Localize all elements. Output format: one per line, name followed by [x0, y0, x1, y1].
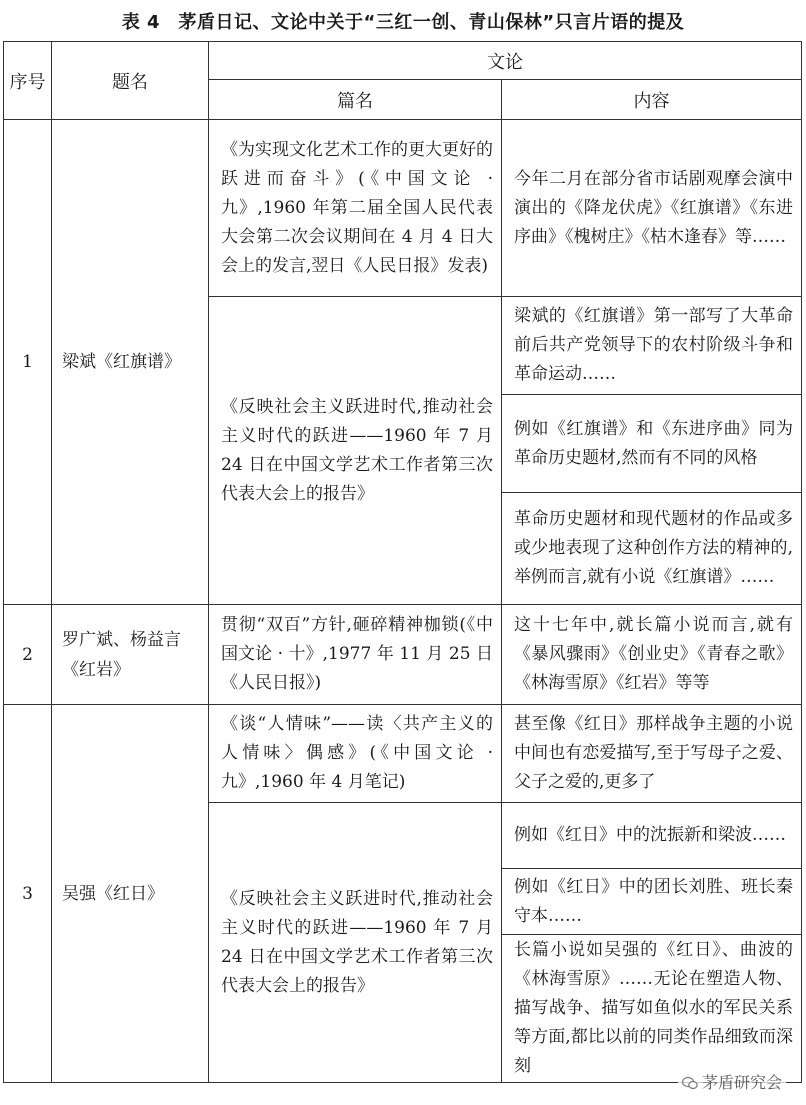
row3-seq: 3	[4, 705, 52, 1083]
mention-table	[3, 41, 802, 1083]
row3-content-2: 例如《红日》中的沈振新和梁波……	[502, 803, 802, 869]
row1-content-2: 梁斌的《红旗谱》第一部写了大革命前后共产党领导下的农村阶级斗争和革命运动……	[502, 297, 802, 395]
row3-content-3: 例如《红日》中的团长刘胜、班长秦守本……	[502, 869, 802, 935]
watermark-text: 茅盾研究会	[701, 1073, 782, 1092]
row1-content-3: 例如《红旗谱》和《东进序曲》同为革命历史题材,然而有不同的风格	[502, 395, 802, 493]
table-title: 表 4 茅盾日记、文论中关于“三红一创、青山保林”只言片语的提及	[121, 12, 685, 33]
row2-seq: 2	[4, 605, 52, 705]
row1-title: 梁斌《红旗谱》	[52, 120, 209, 605]
header-piece: 篇名	[209, 80, 502, 120]
row1-piece-1: 《为实现文化艺术工作的更大更好的跃进而奋斗》(《中国文论 · 九》,1960 年第二届全国人民代表大会第二次会议期间在 4 月 4 日大会上的发言,翌日《人民日报》发表)	[209, 120, 502, 297]
row3-content-1: 甚至像《红日》那样战争主题的小说中间也有恋爱描写,至于写母子之爱、父子之爱的,更多了	[502, 705, 802, 803]
row2-title: 罗广斌、杨益言《红岩》	[52, 605, 209, 705]
row3-piece-1: 《谈“人情味”——读〈共产主义的人情味〉偶感》(《中国文论 · 九》,1960 年 4 月笔记)	[209, 705, 502, 803]
row3-piece-2: 《反映社会主义跃进时代,推动社会主义时代的跃进——1960 年 7 月 24 日在中国文学艺术工作者第三次代表大会上的报告》	[209, 803, 502, 1083]
row1-seq: 1	[4, 120, 52, 605]
row2-content-1: 这十七年中,就长篇小说而言,就有《暴风骤雨》《创业史》《青春之歌》《林海雪原》《红岩》等等	[502, 605, 802, 705]
row1-piece-2: 《反映社会主义跃进时代,推动社会主义时代的跃进——1960 年 7 月 24 日在中国文学艺术工作者第三次代表大会上的报告》	[209, 297, 502, 605]
row3-title: 吴强《红日》	[52, 705, 209, 1083]
watermark	[678, 1068, 786, 1095]
row1-content-4: 革命历史题材和现代题材的作品或多或少地表现了这种创作方法的精神的,举例而言,就有小说《红旗谱》……	[502, 493, 802, 605]
row2-piece-1: 贯彻“双百”方针,砸碎精神枷锁(《中国文论 · 十》,1977 年 11 月 25 日《人民日报》)	[209, 605, 502, 705]
header-seq: 序号	[4, 42, 52, 120]
header-wenlun: 文论	[209, 42, 802, 80]
row1-content-1: 今年二月在部分省市话剧观摩会演中演出的《降龙伏虎》《红旗谱》《东进序曲》《槐树庄》《枯木逢春》等……	[502, 120, 802, 297]
wechat-icon	[682, 1076, 698, 1090]
header-content: 内容	[502, 80, 802, 120]
row3-content-4: 长篇小说如吴强的《红日》、曲波的《林海雪原》……无论在塑造人物、描写战争、描写如鱼似水的军民关系等方面,都比以前的同类作品细致而深刻	[502, 935, 802, 1083]
header-title: 题名	[52, 42, 209, 120]
